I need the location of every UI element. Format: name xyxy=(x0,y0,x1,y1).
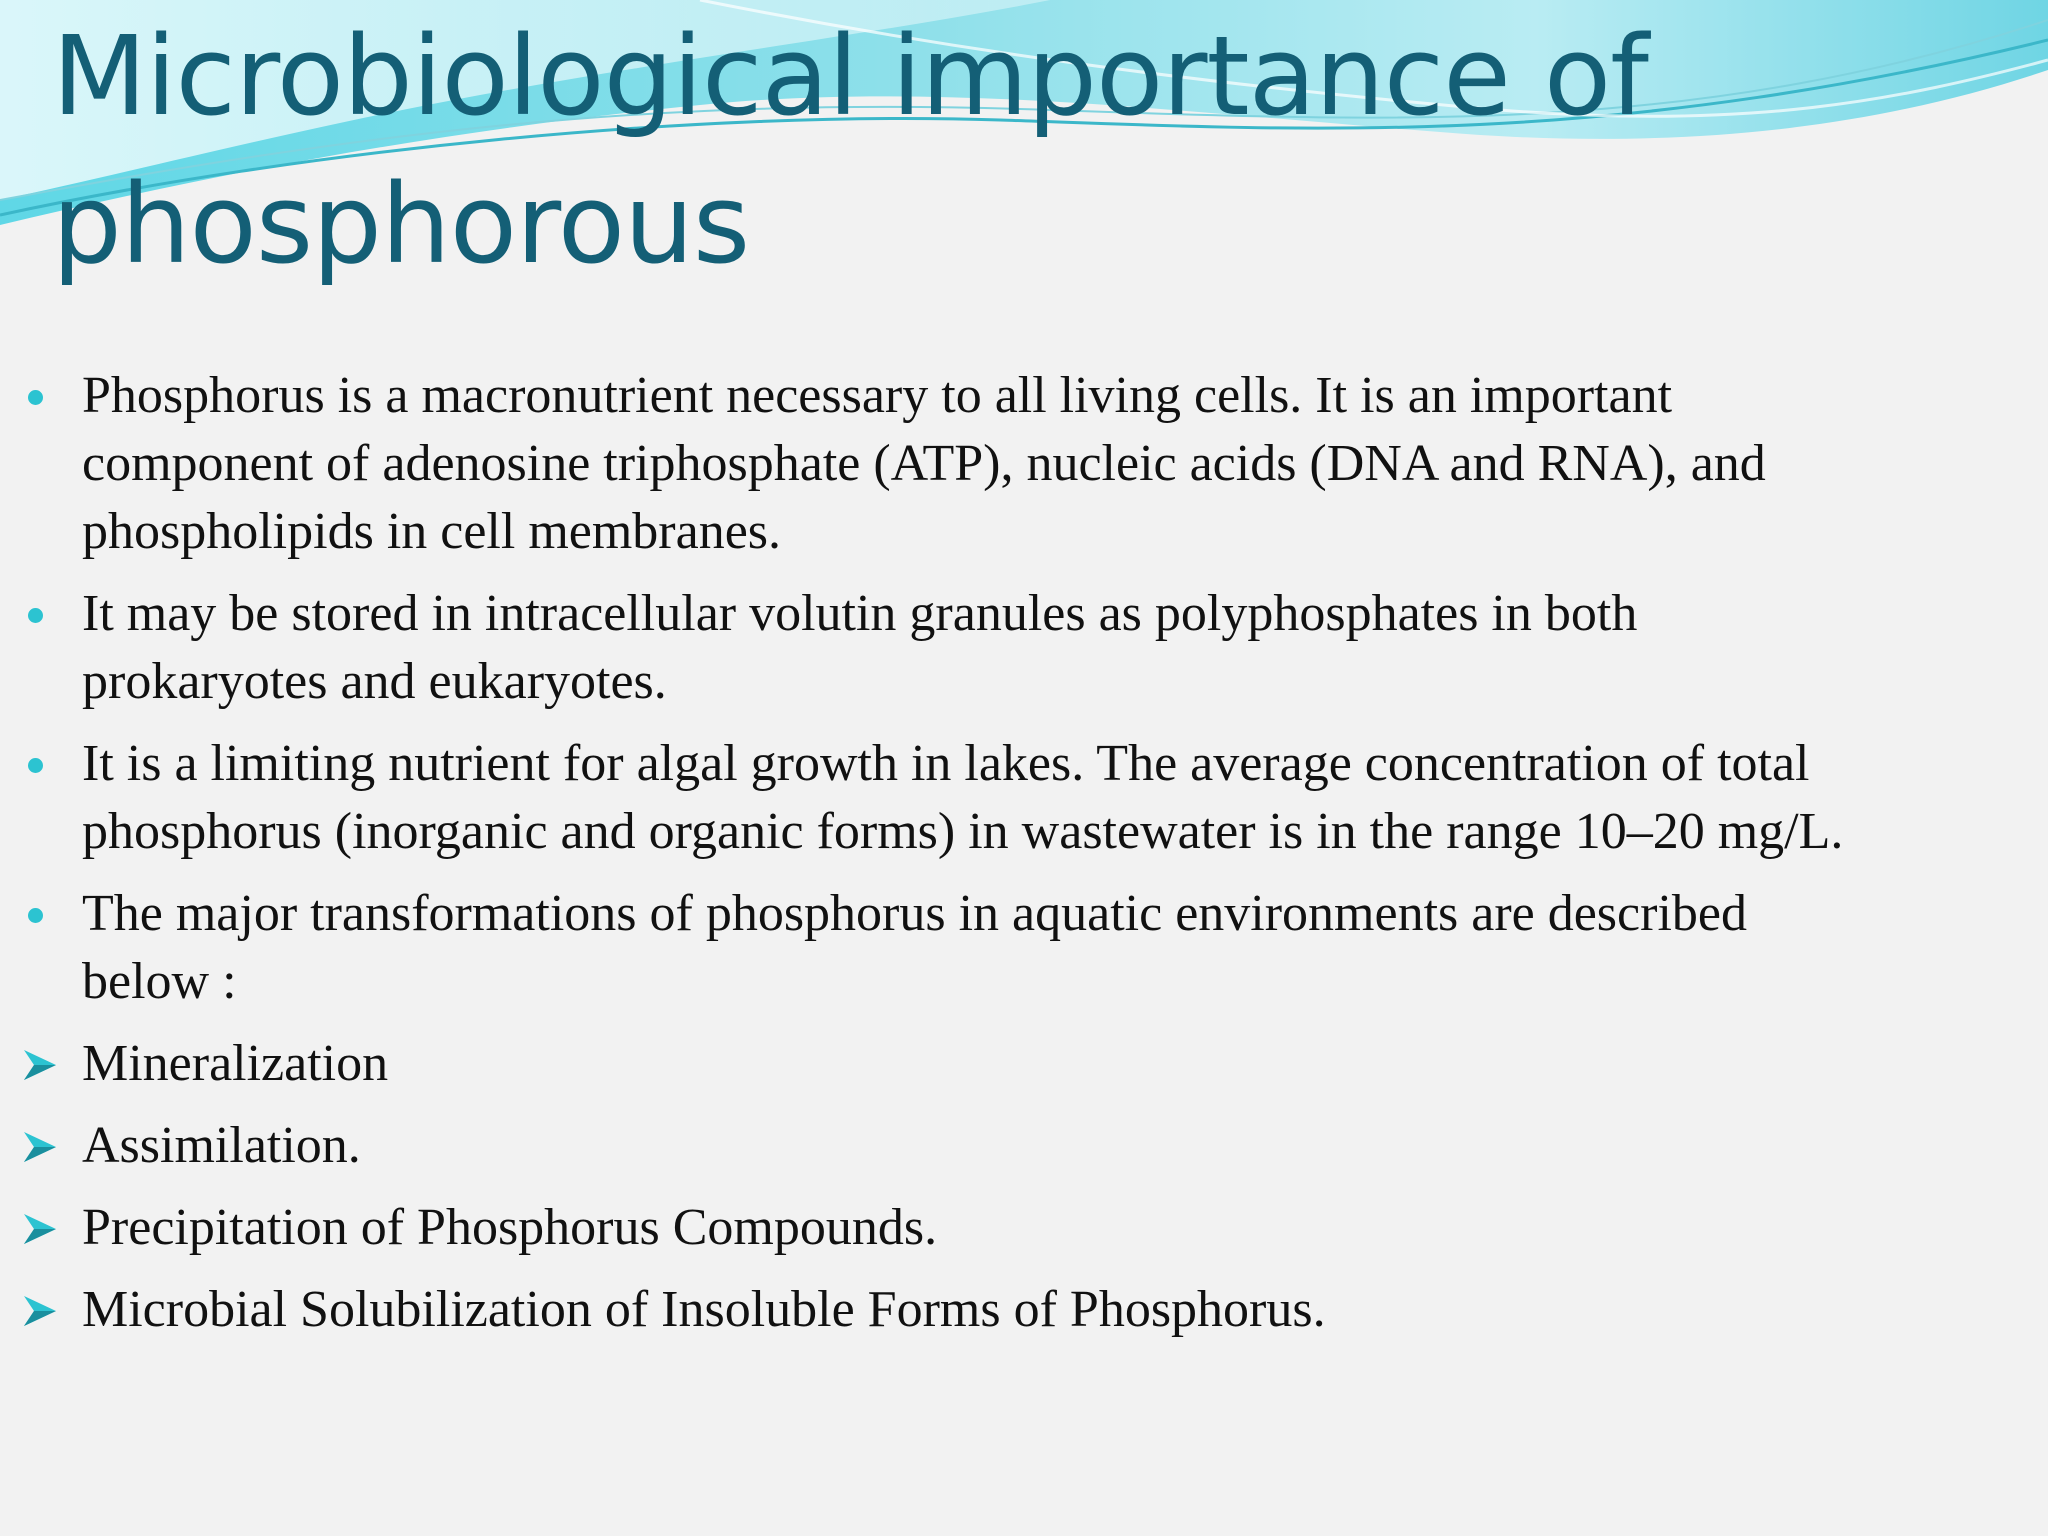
bullet-text-line: phospholipids in cell membranes. xyxy=(82,503,782,560)
bullet-item xyxy=(0,730,2048,866)
round-dot-icon xyxy=(28,908,43,923)
round-dot-icon xyxy=(28,608,43,623)
sub-bullet-item xyxy=(0,1276,2048,1344)
round-dot-icon xyxy=(28,758,43,773)
slide-title xyxy=(52,2,1952,298)
sub-bullet-item xyxy=(0,1112,2048,1180)
bullet-item xyxy=(0,362,2048,566)
bullet-item xyxy=(0,880,2048,1016)
sub-bullet-text: Microbial Solubilization of Insoluble Forms of Phosphorus. xyxy=(82,1281,1326,1338)
sub-bullet-item xyxy=(0,1030,2048,1098)
bullet-text-line: It is a limiting nutrient for algal growth in lakes. The average concentration of total xyxy=(82,735,1810,792)
bullet-item xyxy=(0,580,2048,716)
arrowhead-icon xyxy=(22,1048,58,1082)
bullet-text-line: prokaryotes and eukaryotes. xyxy=(82,653,667,710)
bullet-text-line: phosphorus (inorganic and organic forms) in wastewater is in the range 10–20 mg/L. xyxy=(82,803,1844,860)
bullet-text-line: It may be stored in intracellular volutin granules as polyphosphates in both xyxy=(82,585,1638,642)
bullet-text-line: Phosphorus is a macronutrient necessary to all living cells. It is an important xyxy=(82,367,1673,424)
arrowhead-icon xyxy=(22,1294,58,1328)
bullet-text-line: The major transformations of phosphorus in aquatic environments are described xyxy=(82,885,1747,942)
sub-bullet-text: Assimilation. xyxy=(82,1117,361,1174)
arrowhead-icon xyxy=(22,1212,58,1246)
sub-bullet-text: Precipitation of Phosphorus Compounds. xyxy=(82,1199,938,1256)
bullet-text-line: component of adenosine triphosphate (ATP), nucleic acids (DNA and RNA), and xyxy=(82,435,1766,492)
arrowhead-icon xyxy=(22,1130,58,1164)
bullet-text-line: below : xyxy=(82,953,237,1010)
slide-title-line: Microbiological importance of xyxy=(52,12,1648,140)
round-dot-icon xyxy=(28,390,43,405)
slide-content xyxy=(0,362,2048,1358)
sub-bullet-item xyxy=(0,1194,2048,1262)
sub-bullet-text: Mineralization xyxy=(82,1035,389,1092)
slide-title-line: phosphorous xyxy=(52,160,750,288)
